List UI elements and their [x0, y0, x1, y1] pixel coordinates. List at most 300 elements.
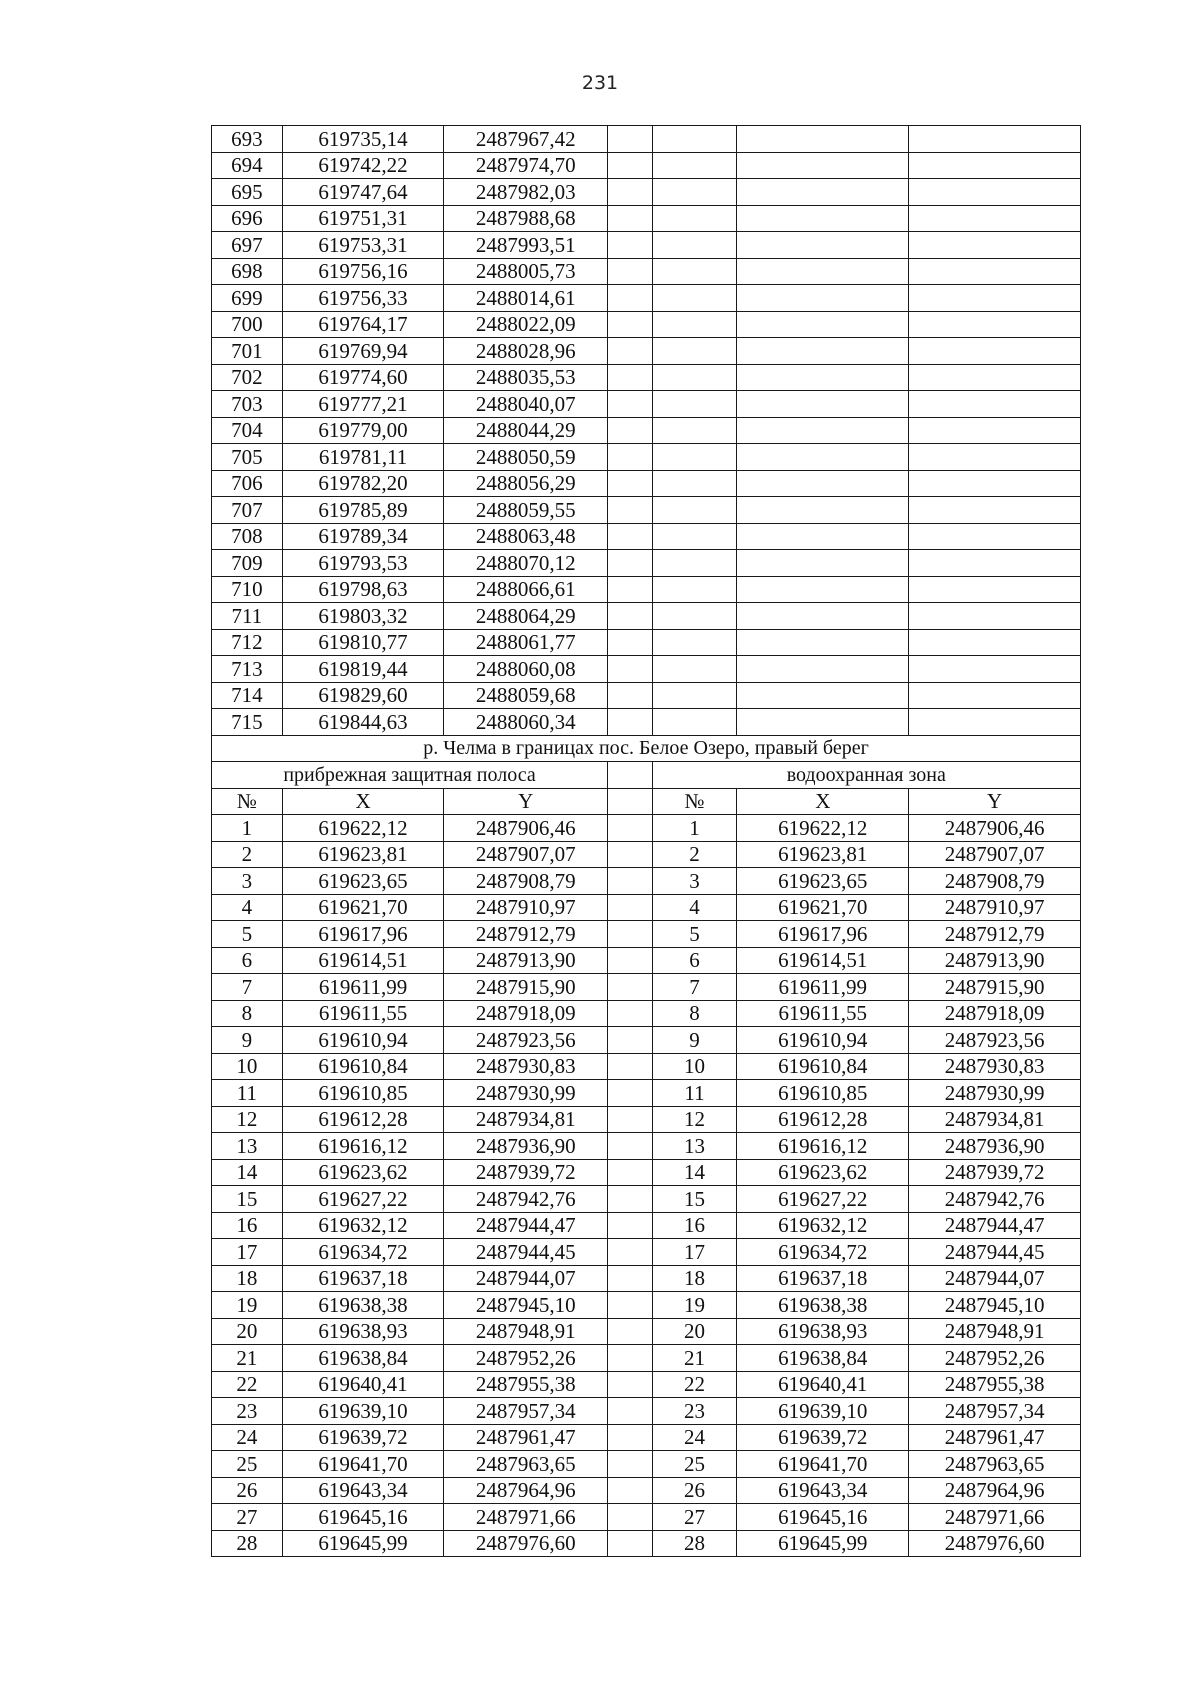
strip-coord-x: 619627,22	[282, 1186, 444, 1213]
zone-coord-y: 2487913,90	[909, 947, 1081, 974]
coord-y: 2488059,55	[444, 497, 608, 524]
table-row	[212, 603, 1081, 630]
strip-coord-x: 619638,84	[282, 1345, 444, 1372]
point-number: 710	[212, 576, 283, 603]
strip-point-number: 5	[212, 921, 283, 948]
table-row	[212, 364, 1081, 391]
zone-coord-y: 2487915,90	[909, 974, 1081, 1001]
zone-point-number: 14	[652, 1159, 737, 1186]
spacer-cell	[608, 1080, 652, 1107]
column-header-row	[212, 788, 1081, 815]
strip-coord-y: 2487963,65	[444, 1451, 608, 1478]
strip-coord-x: 619638,93	[282, 1318, 444, 1345]
spacer-cell	[608, 1186, 652, 1213]
spacer-cell	[608, 947, 652, 974]
coord-x: 619735,14	[282, 126, 444, 153]
strip-point-number: 7	[212, 974, 283, 1001]
coord-y: 2488070,12	[444, 550, 608, 577]
point-number: 709	[212, 550, 283, 577]
zone-coord-x: 619612,28	[737, 1106, 909, 1133]
zone-coord-y: 2487923,56	[909, 1027, 1081, 1054]
table-row	[212, 947, 1081, 974]
coord-y: 2487993,51	[444, 232, 608, 259]
table-row	[212, 497, 1081, 524]
strip-coord-y: 2487976,60	[444, 1530, 608, 1557]
empty-cell	[608, 682, 652, 709]
empty-cell	[737, 311, 909, 338]
table-row	[212, 1186, 1081, 1213]
spacer-cell	[608, 762, 652, 789]
strip-coord-y: 2487971,66	[444, 1504, 608, 1531]
right-column-y: Y	[909, 788, 1081, 815]
empty-cell	[909, 152, 1081, 179]
zone-point-number: 16	[652, 1212, 737, 1239]
left-column-x: X	[282, 788, 444, 815]
table-row	[212, 179, 1081, 206]
coord-x: 619769,94	[282, 338, 444, 365]
coord-x: 619742,22	[282, 152, 444, 179]
strip-coord-y: 2487906,46	[444, 815, 608, 842]
strip-coord-y: 2487912,79	[444, 921, 608, 948]
coord-x: 619844,63	[282, 709, 444, 736]
strip-coord-y: 2487952,26	[444, 1345, 608, 1372]
point-number: 711	[212, 603, 283, 630]
empty-cell	[608, 444, 652, 471]
empty-cell	[652, 179, 737, 206]
coord-x: 619756,33	[282, 285, 444, 312]
empty-cell	[909, 629, 1081, 656]
empty-cell	[652, 603, 737, 630]
coord-x: 619781,11	[282, 444, 444, 471]
strip-coord-y: 2487918,09	[444, 1000, 608, 1027]
table-row	[212, 417, 1081, 444]
empty-cell	[608, 205, 652, 232]
strip-point-number: 18	[212, 1265, 283, 1292]
strip-coord-y: 2487945,10	[444, 1292, 608, 1319]
continuation-rows	[212, 126, 1081, 736]
coord-y: 2488064,29	[444, 603, 608, 630]
coord-x: 619753,31	[282, 232, 444, 259]
table-row	[212, 868, 1081, 895]
empty-cell	[909, 338, 1081, 365]
coord-x: 619819,44	[282, 656, 444, 683]
strip-coord-x: 619632,12	[282, 1212, 444, 1239]
coord-y: 2488061,77	[444, 629, 608, 656]
empty-cell	[652, 232, 737, 259]
table-row	[212, 550, 1081, 577]
zone-coord-y: 2487944,47	[909, 1212, 1081, 1239]
coord-x: 619803,32	[282, 603, 444, 630]
empty-cell	[909, 391, 1081, 418]
strip-point-number: 4	[212, 894, 283, 921]
point-number: 695	[212, 179, 283, 206]
empty-cell	[652, 126, 737, 153]
empty-cell	[652, 709, 737, 736]
zone-coord-x: 619641,70	[737, 1451, 909, 1478]
empty-cell	[608, 576, 652, 603]
empty-cell	[652, 391, 737, 418]
zone-point-number: 17	[652, 1239, 737, 1266]
empty-cell	[909, 603, 1081, 630]
empty-cell	[737, 709, 909, 736]
empty-cell	[652, 444, 737, 471]
strip-point-number: 20	[212, 1318, 283, 1345]
spacer-cell	[608, 1504, 652, 1531]
strip-coord-y: 2487942,76	[444, 1186, 608, 1213]
spacer-cell	[608, 1159, 652, 1186]
empty-cell	[737, 338, 909, 365]
coord-x: 619779,00	[282, 417, 444, 444]
empty-cell	[608, 391, 652, 418]
coord-y: 2487988,68	[444, 205, 608, 232]
empty-cell	[737, 205, 909, 232]
empty-cell	[652, 550, 737, 577]
zone-coord-y: 2487939,72	[909, 1159, 1081, 1186]
point-number: 701	[212, 338, 283, 365]
strip-coord-y: 2487944,45	[444, 1239, 608, 1266]
table-row	[212, 1133, 1081, 1160]
spacer-cell	[608, 1424, 652, 1451]
zone-coord-y: 2487961,47	[909, 1424, 1081, 1451]
strip-point-number: 2	[212, 841, 283, 868]
empty-cell	[652, 523, 737, 550]
empty-cell	[652, 417, 737, 444]
zone-point-number: 2	[652, 841, 737, 868]
zone-point-number: 27	[652, 1504, 737, 1531]
zone-coord-y: 2487963,65	[909, 1451, 1081, 1478]
table-row	[212, 1239, 1081, 1266]
strip-coord-y: 2487961,47	[444, 1424, 608, 1451]
zone-coord-y: 2487930,83	[909, 1053, 1081, 1080]
point-number: 704	[212, 417, 283, 444]
empty-cell	[652, 682, 737, 709]
table-row	[212, 285, 1081, 312]
empty-cell	[608, 417, 652, 444]
zone-coord-x: 619623,65	[737, 868, 909, 895]
empty-cell	[909, 497, 1081, 524]
empty-cell	[909, 656, 1081, 683]
strip-point-number: 25	[212, 1451, 283, 1478]
table-row	[212, 629, 1081, 656]
strip-point-number: 22	[212, 1371, 283, 1398]
coord-y: 2488060,34	[444, 709, 608, 736]
zone-point-number: 26	[652, 1477, 737, 1504]
point-number: 700	[212, 311, 283, 338]
strip-coord-x: 619614,51	[282, 947, 444, 974]
strip-coord-x: 619639,72	[282, 1424, 444, 1451]
table-row	[212, 815, 1081, 842]
empty-cell	[737, 603, 909, 630]
empty-cell	[608, 364, 652, 391]
strip-coord-x: 619638,38	[282, 1292, 444, 1319]
coordinate-rows	[212, 815, 1081, 1557]
empty-cell	[737, 497, 909, 524]
empty-cell	[909, 709, 1081, 736]
table-row	[212, 1159, 1081, 1186]
table-row	[212, 1371, 1081, 1398]
spacer-cell	[608, 1053, 652, 1080]
zone-point-number: 5	[652, 921, 737, 948]
coord-x: 619782,20	[282, 470, 444, 497]
empty-cell	[909, 179, 1081, 206]
strip-coord-y: 2487948,91	[444, 1318, 608, 1345]
strip-coord-y: 2487908,79	[444, 868, 608, 895]
coord-y: 2488060,08	[444, 656, 608, 683]
spacer-cell	[608, 1265, 652, 1292]
zone-point-number: 28	[652, 1530, 737, 1557]
coord-x: 619789,34	[282, 523, 444, 550]
table-row	[212, 576, 1081, 603]
strip-coord-y: 2487957,34	[444, 1398, 608, 1425]
table-row	[212, 1504, 1081, 1531]
strip-coord-x: 619623,62	[282, 1159, 444, 1186]
point-number: 702	[212, 364, 283, 391]
strip-coord-x: 619639,10	[282, 1398, 444, 1425]
strip-coord-x: 619617,96	[282, 921, 444, 948]
zone-coord-x: 619638,84	[737, 1345, 909, 1372]
zone-coord-x: 619610,84	[737, 1053, 909, 1080]
table-row	[212, 894, 1081, 921]
empty-cell	[608, 550, 652, 577]
coord-y: 2488059,68	[444, 682, 608, 709]
strip-point-number: 26	[212, 1477, 283, 1504]
point-number: 706	[212, 470, 283, 497]
spacer-cell	[608, 868, 652, 895]
right-column-number: №	[652, 788, 737, 815]
strip-point-number: 11	[212, 1080, 283, 1107]
table-row	[212, 1053, 1081, 1080]
spacer-cell	[608, 974, 652, 1001]
table-row	[212, 391, 1081, 418]
table-row	[212, 1477, 1081, 1504]
empty-cell	[608, 709, 652, 736]
point-number: 699	[212, 285, 283, 312]
point-number: 696	[212, 205, 283, 232]
empty-cell	[909, 126, 1081, 153]
empty-cell	[737, 523, 909, 550]
zone-coord-x: 619623,81	[737, 841, 909, 868]
zone-point-number: 13	[652, 1133, 737, 1160]
strip-point-number: 14	[212, 1159, 283, 1186]
strip-coord-y: 2487939,72	[444, 1159, 608, 1186]
coord-y: 2488035,53	[444, 364, 608, 391]
strip-coord-x: 619621,70	[282, 894, 444, 921]
zone-point-number: 3	[652, 868, 737, 895]
spacer-cell	[608, 1133, 652, 1160]
empty-cell	[737, 232, 909, 259]
empty-cell	[608, 258, 652, 285]
zone-point-number: 6	[652, 947, 737, 974]
strip-coord-x: 619611,99	[282, 974, 444, 1001]
zone-coord-y: 2487945,10	[909, 1292, 1081, 1319]
empty-cell	[652, 470, 737, 497]
zone-coord-x: 619643,34	[737, 1477, 909, 1504]
empty-cell	[737, 470, 909, 497]
coord-x: 619798,63	[282, 576, 444, 603]
strip-point-number: 9	[212, 1027, 283, 1054]
spacer-cell	[608, 1239, 652, 1266]
zone-coord-y: 2487964,96	[909, 1477, 1081, 1504]
coord-x: 619785,89	[282, 497, 444, 524]
table-row	[212, 709, 1081, 736]
table-row	[212, 470, 1081, 497]
empty-cell	[608, 179, 652, 206]
empty-cell	[737, 576, 909, 603]
empty-cell	[737, 152, 909, 179]
table-row	[212, 126, 1081, 153]
spacer-cell	[608, 921, 652, 948]
empty-cell	[909, 205, 1081, 232]
empty-cell	[909, 523, 1081, 550]
coord-y: 2488040,07	[444, 391, 608, 418]
empty-cell	[737, 629, 909, 656]
spacer-cell	[608, 1477, 652, 1504]
empty-cell	[652, 338, 737, 365]
zone-point-number: 12	[652, 1106, 737, 1133]
zone-coord-x: 619610,85	[737, 1080, 909, 1107]
empty-cell	[909, 444, 1081, 471]
strip-coord-x: 619637,18	[282, 1265, 444, 1292]
strip-coord-y: 2487964,96	[444, 1477, 608, 1504]
strip-point-number: 8	[212, 1000, 283, 1027]
spacer-cell	[608, 1000, 652, 1027]
zone-coord-x: 619610,94	[737, 1027, 909, 1054]
empty-cell	[737, 285, 909, 312]
zone-point-number: 25	[652, 1451, 737, 1478]
strip-coord-y: 2487915,90	[444, 974, 608, 1001]
zone-point-number: 21	[652, 1345, 737, 1372]
spacer-cell	[608, 1398, 652, 1425]
spacer-cell	[608, 894, 652, 921]
table-row	[212, 232, 1081, 259]
spacer-cell	[608, 1345, 652, 1372]
section-header	[212, 735, 1081, 815]
strip-point-number: 16	[212, 1212, 283, 1239]
strip-coord-x: 619645,99	[282, 1530, 444, 1557]
empty-cell	[909, 576, 1081, 603]
coord-y: 2487967,42	[444, 126, 608, 153]
spacer-cell	[608, 1106, 652, 1133]
page-number: 231	[581, 72, 619, 94]
zone-coord-y: 2487971,66	[909, 1504, 1081, 1531]
table-row	[212, 1027, 1081, 1054]
zone-point-number: 18	[652, 1265, 737, 1292]
strip-point-number: 1	[212, 815, 283, 842]
table-row	[212, 1345, 1081, 1372]
empty-cell	[608, 338, 652, 365]
zone-coord-x: 619616,12	[737, 1133, 909, 1160]
coord-x: 619793,53	[282, 550, 444, 577]
coord-y: 2488066,61	[444, 576, 608, 603]
table-row	[212, 311, 1081, 338]
zone-point-number: 19	[652, 1292, 737, 1319]
zone-coord-y: 2487976,60	[909, 1530, 1081, 1557]
strip-coord-x: 619645,16	[282, 1504, 444, 1531]
strip-coord-y: 2487936,90	[444, 1133, 608, 1160]
table-row	[212, 682, 1081, 709]
table-row	[212, 1451, 1081, 1478]
empty-cell	[909, 682, 1081, 709]
zone-coord-y: 2487942,76	[909, 1186, 1081, 1213]
zone-coord-x: 619645,99	[737, 1530, 909, 1557]
strip-coord-y: 2487910,97	[444, 894, 608, 921]
empty-cell	[909, 550, 1081, 577]
empty-cell	[737, 656, 909, 683]
table-row	[212, 656, 1081, 683]
strip-coord-x: 619641,70	[282, 1451, 444, 1478]
empty-cell	[608, 629, 652, 656]
right-zone-title: водоохранная зона	[652, 762, 1080, 789]
zone-point-number: 23	[652, 1398, 737, 1425]
strip-point-number: 6	[212, 947, 283, 974]
table-row	[212, 1530, 1081, 1557]
left-zone-title: прибрежная защитная полоса	[212, 762, 608, 789]
table-row	[212, 152, 1081, 179]
zone-coord-y: 2487948,91	[909, 1318, 1081, 1345]
point-number: 713	[212, 656, 283, 683]
zone-coord-x: 619617,96	[737, 921, 909, 948]
spacer-cell	[608, 1318, 652, 1345]
table-row	[212, 1318, 1081, 1345]
strip-point-number: 10	[212, 1053, 283, 1080]
coord-x: 619764,17	[282, 311, 444, 338]
coord-x: 619810,77	[282, 629, 444, 656]
strip-coord-x: 619623,65	[282, 868, 444, 895]
strip-coord-y: 2487955,38	[444, 1371, 608, 1398]
point-number: 707	[212, 497, 283, 524]
zone-point-number: 10	[652, 1053, 737, 1080]
coord-y: 2488050,59	[444, 444, 608, 471]
empty-cell	[909, 364, 1081, 391]
empty-cell	[737, 417, 909, 444]
zone-coord-y: 2487952,26	[909, 1345, 1081, 1372]
coord-y: 2488022,09	[444, 311, 608, 338]
strip-coord-x: 619643,34	[282, 1477, 444, 1504]
strip-point-number: 27	[212, 1504, 283, 1531]
left-column-y: Y	[444, 788, 608, 815]
zone-coord-y: 2487918,09	[909, 1000, 1081, 1027]
zone-point-number: 4	[652, 894, 737, 921]
coord-x: 619777,21	[282, 391, 444, 418]
table-row	[212, 1080, 1081, 1107]
spacer-cell	[608, 815, 652, 842]
empty-cell	[909, 417, 1081, 444]
spacer-cell	[608, 1371, 652, 1398]
strip-coord-x: 619622,12	[282, 815, 444, 842]
empty-cell	[909, 470, 1081, 497]
empty-cell	[737, 682, 909, 709]
spacer-cell	[608, 1027, 652, 1054]
strip-coord-y: 2487944,47	[444, 1212, 608, 1239]
spacer-cell	[608, 1530, 652, 1557]
zone-point-number: 15	[652, 1186, 737, 1213]
table-row	[212, 1265, 1081, 1292]
empty-cell	[737, 391, 909, 418]
empty-cell	[608, 126, 652, 153]
table-row	[212, 1212, 1081, 1239]
table-row	[212, 841, 1081, 868]
strip-coord-y: 2487930,99	[444, 1080, 608, 1107]
zone-coord-x: 619639,72	[737, 1424, 909, 1451]
empty-cell	[652, 364, 737, 391]
zone-point-number: 8	[652, 1000, 737, 1027]
zone-point-number: 11	[652, 1080, 737, 1107]
table-row	[212, 444, 1081, 471]
strip-point-number: 13	[212, 1133, 283, 1160]
strip-coord-x: 619610,84	[282, 1053, 444, 1080]
zone-point-number: 20	[652, 1318, 737, 1345]
strip-coord-x: 619616,12	[282, 1133, 444, 1160]
